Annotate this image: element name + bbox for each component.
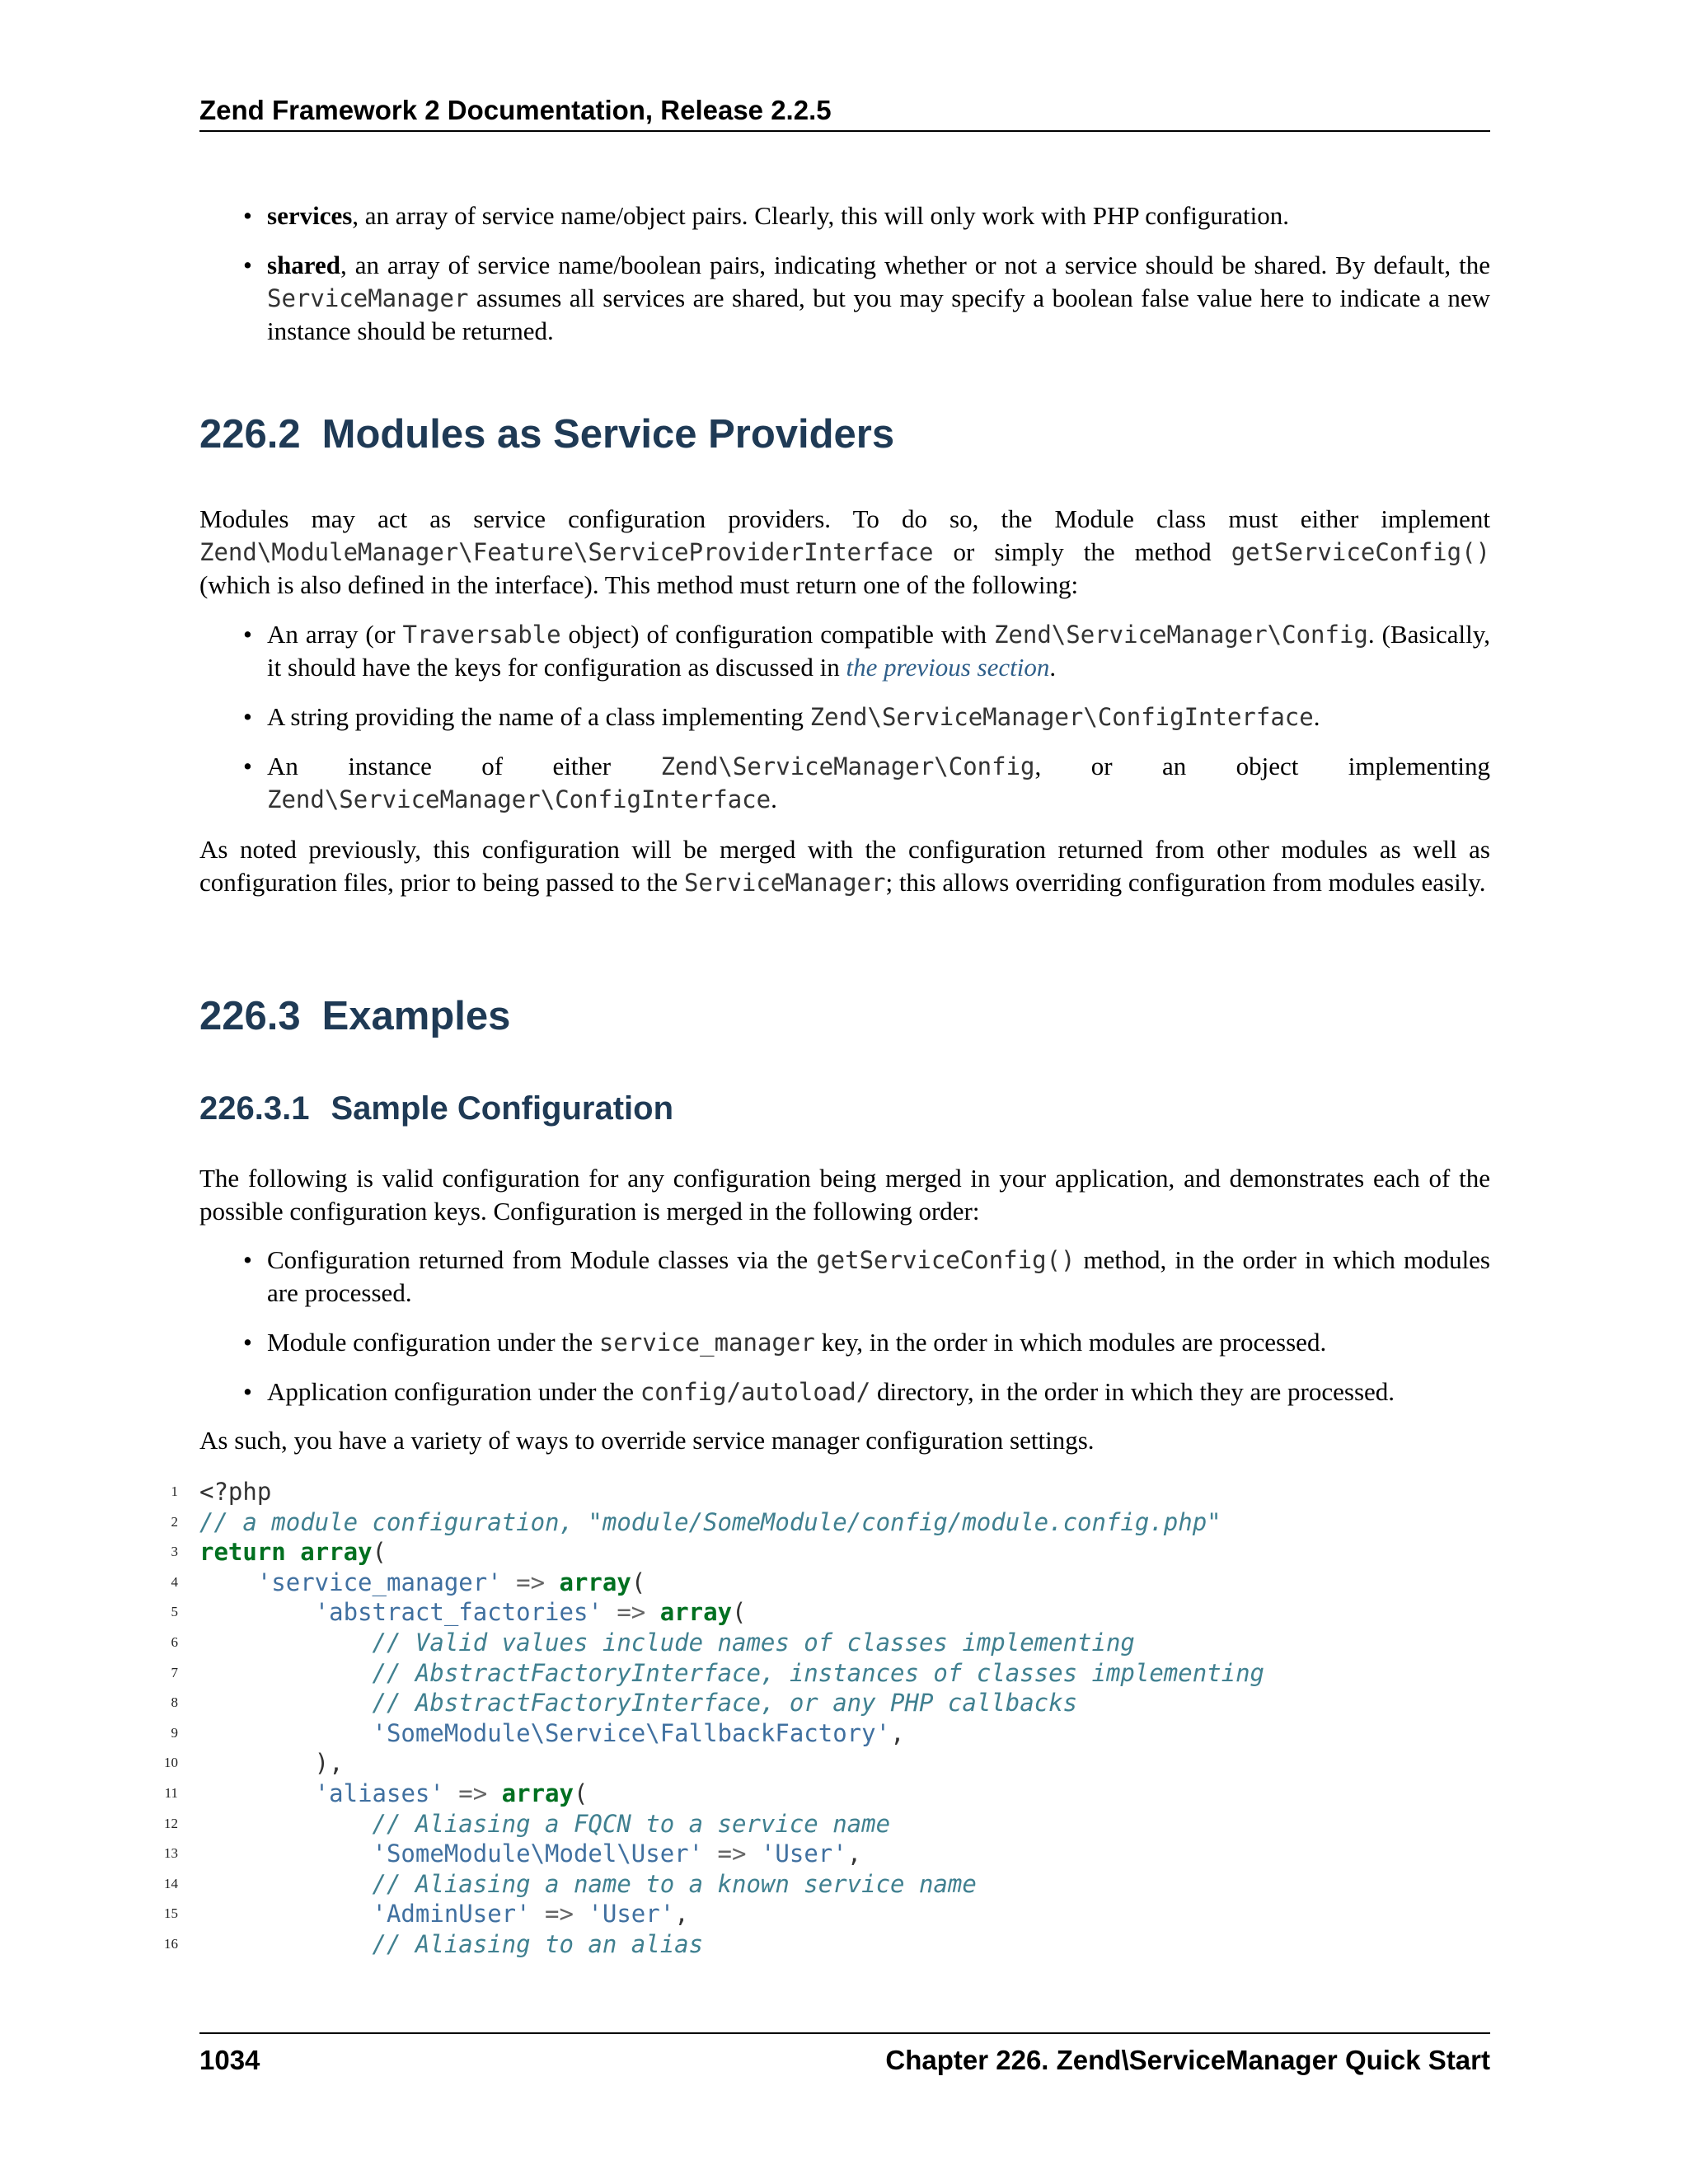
list-item-text: directory, in the order in which they are processed.	[870, 1377, 1395, 1406]
code-token: ,	[846, 1840, 862, 1868]
code-comment: // a module configuration, "module/SomeModule/config/module.config.php"	[199, 1507, 1221, 1536]
code-line	[157, 1839, 1490, 1869]
code-token	[199, 1629, 373, 1657]
code-token	[199, 1900, 373, 1928]
code-line	[157, 1507, 1490, 1538]
line-number: 7	[171, 1664, 178, 1680]
code-string: 'aliases'	[314, 1779, 444, 1807]
inline-code: service_manager	[598, 1329, 815, 1357]
list-item-text: An instance of either	[267, 752, 661, 780]
line-number: 4	[171, 1573, 178, 1590]
inline-code: ServiceManager	[684, 869, 886, 897]
code-listing	[157, 1477, 1490, 1960]
code-string: 'abstract_factories'	[314, 1598, 603, 1627]
inline-code: Zend\ModuleManager\Feature\ServiceProviderInterface	[199, 538, 934, 566]
section-title: Examples	[321, 994, 511, 1038]
code-comment: // Aliasing a FQCN to a service name	[372, 1809, 891, 1838]
code-comment: // AbstractFactoryInterface, instances of classes implementing	[372, 1658, 1265, 1687]
section-heading-modules-as-service-providers	[199, 410, 894, 459]
list-item-text: method, in the order in which modules are processed.	[267, 1245, 1490, 1307]
inline-code: config/autoload/	[640, 1378, 871, 1406]
paragraph-text: Modules may act as service configuration providers. To do so, the Module class must either implement	[199, 504, 1490, 533]
list-item-text: object) of configuration compatible with	[560, 620, 994, 649]
code-line	[157, 1718, 1490, 1749]
code-comment: // Aliasing to an alias	[372, 1929, 704, 1958]
term-services: services	[267, 201, 353, 230]
list-item-text: , an array of service name/boolean pairs, indicating whether or not a service should be shared. By default, the	[340, 251, 1490, 279]
inline-code: Zend\ServiceManager\Config	[660, 752, 1035, 780]
list-item-text: A string providing the name of a class implementing	[267, 702, 810, 731]
code-line	[157, 1477, 1490, 1507]
list-item-text: An array (or	[267, 620, 403, 649]
code-line	[157, 1597, 1490, 1628]
code-token	[199, 1598, 315, 1626]
list-item	[199, 249, 1490, 348]
code-line	[157, 1688, 1490, 1718]
inline-code: Zend\ServiceManager\Config	[993, 621, 1368, 649]
code-token	[199, 1689, 373, 1717]
code-line	[157, 1628, 1490, 1658]
line-number: 6	[171, 1633, 178, 1650]
list-item-text: .	[1313, 702, 1320, 731]
line-number: 15	[164, 1905, 178, 1922]
code-token	[286, 1538, 300, 1566]
code-token: (	[631, 1568, 646, 1596]
code-comment: // Valid values include names of classes implementing	[372, 1628, 1135, 1657]
code-operator: =>	[501, 1568, 560, 1596]
header-title: Zend Framework 2 Documentation, Release 2.2.5	[199, 95, 832, 125]
list-item	[199, 1326, 1490, 1359]
line-number: 9	[171, 1724, 178, 1741]
code-operator: =>	[602, 1598, 660, 1627]
code-token: <?php	[199, 1478, 272, 1506]
paragraph-text: (which is also defined in the interface). This method must return one of the following:	[199, 570, 1079, 599]
chapter-title: Chapter 226. Zend\ServiceManager Quick Start	[885, 2045, 1490, 2075]
paragraph	[199, 833, 1490, 899]
paragraph-text: or simply the method	[933, 537, 1231, 566]
line-number: 10	[164, 1755, 178, 1771]
code-line	[157, 1779, 1490, 1809]
line-number: 13	[164, 1845, 178, 1862]
running-header	[199, 92, 1490, 132]
code-keyword: array	[501, 1779, 574, 1807]
code-token	[199, 1930, 373, 1958]
list-item	[199, 701, 1490, 733]
paragraph	[199, 1424, 1490, 1457]
list-item-text: key, in the order in which modules are processed.	[814, 1328, 1327, 1357]
list-item-text: .	[771, 785, 777, 813]
code-string: 'AdminUser'	[372, 1900, 531, 1929]
code-token: (	[372, 1538, 387, 1567]
code-string: 'service_manager'	[256, 1568, 502, 1596]
inline-code: Zend\ServiceManager\ConfigInterface	[809, 703, 1314, 731]
code-line	[157, 1568, 1490, 1598]
code-token	[199, 1568, 257, 1596]
code-line	[157, 1537, 1490, 1568]
section-number: 226.3	[199, 994, 301, 1038]
return-options-list	[199, 618, 1490, 816]
list-item-text: . (Basically, it should have the keys for configuration as discussed in	[267, 620, 1490, 682]
inline-code: getServiceConfig()	[1231, 538, 1490, 566]
code-line	[157, 1748, 1490, 1779]
paragraph	[199, 1162, 1490, 1228]
paragraph-text: ; this allows overriding configuration from modules easily.	[885, 868, 1486, 897]
list-item-text: Module configuration under the	[267, 1328, 599, 1357]
paragraph	[199, 503, 1490, 602]
term-shared: shared	[267, 251, 341, 279]
line-number: 14	[164, 1875, 178, 1891]
code-line	[157, 1869, 1490, 1900]
previous-section-link[interactable]: the previous section	[846, 653, 1050, 682]
code-token: (	[573, 1779, 588, 1807]
line-number: 1	[171, 1483, 178, 1499]
list-item	[199, 1244, 1490, 1310]
code-string: 'SomeModule\Service\FallbackFactory'	[372, 1718, 891, 1747]
inline-code: getServiceConfig()	[816, 1246, 1076, 1274]
merge-order-list	[199, 1244, 1490, 1408]
code-comment: // Aliasing a name to a known service name	[372, 1869, 977, 1898]
code-keyword: array	[559, 1568, 631, 1596]
list-item	[199, 750, 1490, 816]
inline-code: ServiceManager	[267, 284, 469, 312]
document-page	[164, 0, 1490, 2184]
code-operator: =>	[530, 1900, 588, 1929]
list-item	[199, 1376, 1490, 1408]
intro-bullet-list	[199, 199, 1490, 348]
code-line	[157, 1658, 1490, 1689]
line-number: 12	[164, 1815, 178, 1831]
code-line	[157, 1809, 1490, 1840]
inline-code: Traversable	[402, 621, 561, 649]
list-item-text: , an array of service name/object pairs. Clearly, this will only work with PHP configuration.	[352, 201, 1289, 230]
code-token	[199, 1810, 373, 1838]
subsection-number: 226.3.1	[199, 1090, 310, 1127]
code-comment: // AbstractFactoryInterface, or any PHP callbacks	[372, 1689, 1078, 1718]
paragraph-text: The following is valid configuration for any configuration being merged in your application, and demonstrates each of the possible configuration keys. Configuration is merged in the following order:	[199, 1164, 1490, 1226]
code-keyword: array	[659, 1598, 733, 1627]
code-keyword: return	[199, 1538, 286, 1567]
line-number: 2	[171, 1513, 178, 1530]
code-token	[199, 1719, 373, 1747]
line-number: 11	[164, 1784, 178, 1801]
code-token: (	[732, 1598, 747, 1627]
section-title: Modules as Service Providers	[321, 412, 895, 457]
paragraph-text: As noted previously, this configuration will be merged with the configuration returned from other modules as well as configuration files, prior to being passed to the	[199, 835, 1490, 897]
code-line	[157, 1929, 1490, 1960]
list-item	[199, 618, 1490, 684]
code-line	[157, 1899, 1490, 1929]
code-string: 'SomeModule\Model\User'	[372, 1840, 704, 1868]
code-string: 'User'	[588, 1900, 675, 1929]
page-number: 1034	[199, 2045, 260, 2075]
list-item-text: assumes all services are shared, but you may specify a boolean false value here to indicate a new instance should be returned.	[267, 284, 1490, 345]
code-token	[199, 1870, 373, 1898]
line-number: 8	[171, 1694, 178, 1711]
list-item-text: .	[1049, 653, 1057, 682]
list-item-text: , or an object implementing	[1034, 752, 1490, 780]
code-token: ,	[890, 1718, 905, 1747]
code-token: ),	[199, 1749, 344, 1778]
code-keyword: array	[300, 1538, 373, 1567]
paragraph-text: As such, you have a variety of ways to override service manager configuration settings.	[199, 1426, 1095, 1455]
line-number: 3	[171, 1544, 178, 1560]
code-operator: =>	[443, 1779, 502, 1807]
inline-code: Zend\ServiceManager\ConfigInterface	[267, 785, 771, 813]
subsection-title: Sample Configuration	[331, 1090, 674, 1127]
running-footer	[199, 2032, 1490, 2075]
code-token: ,	[674, 1900, 689, 1929]
code-token	[199, 1840, 373, 1868]
section-number: 226.2	[199, 412, 301, 457]
line-number: 16	[164, 1935, 178, 1952]
subsection-heading-sample-configuration	[199, 1088, 673, 1129]
list-item	[199, 199, 1490, 232]
section-heading-examples	[199, 991, 510, 1041]
list-item-text: Application configuration under the	[267, 1377, 640, 1406]
code-operator: =>	[703, 1840, 761, 1868]
code-string: 'User'	[760, 1840, 847, 1868]
line-number: 5	[171, 1604, 178, 1620]
code-token	[199, 1779, 315, 1807]
list-item-text: Configuration returned from Module classes via the	[267, 1245, 817, 1274]
code-token	[199, 1659, 373, 1687]
